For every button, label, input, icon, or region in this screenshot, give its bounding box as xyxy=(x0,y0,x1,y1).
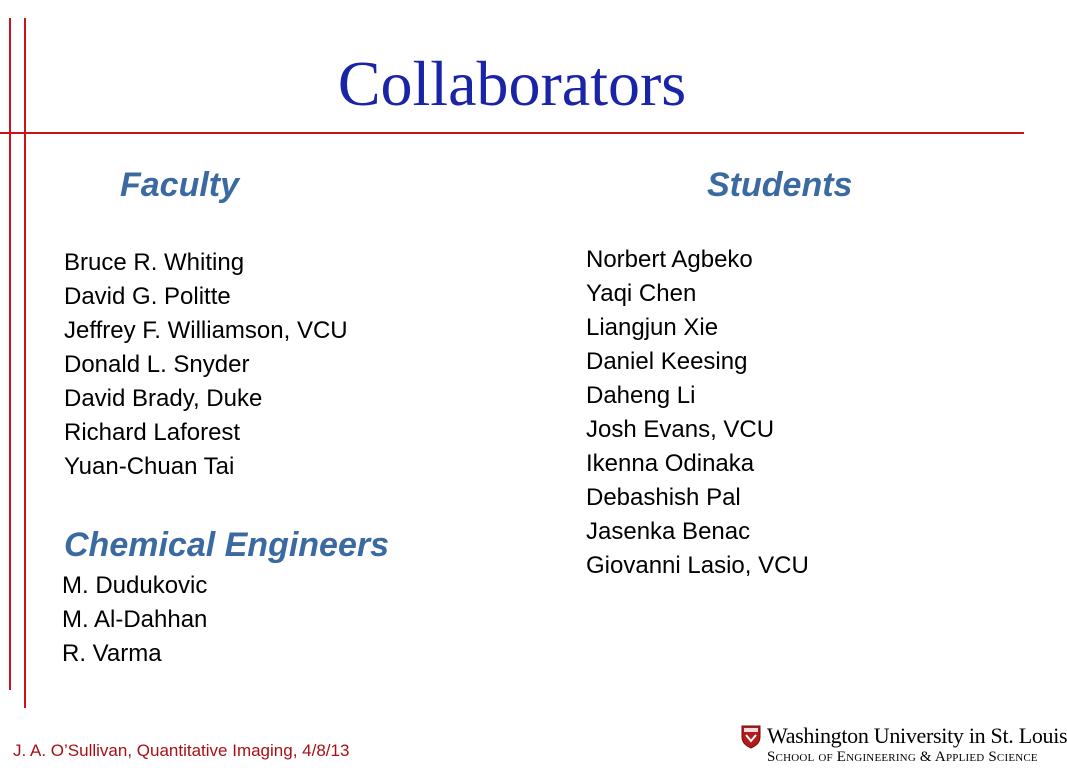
faculty-name: David Brady, Duke xyxy=(64,385,263,412)
logo-wordmark: Washington University in St. Louis xyxy=(767,723,1067,748)
right-vertical-rule xyxy=(24,18,26,708)
university-shield-icon xyxy=(741,725,761,749)
faculty-name: David G. Politte xyxy=(64,283,231,310)
faculty-name: Jeffrey F. Williamson, VCU xyxy=(64,317,348,344)
student-name: Yaqi Chen xyxy=(586,280,697,307)
footer-citation: J. A. O’Sullivan, Quantitative Imaging, 4/8/13 xyxy=(13,741,350,760)
student-name: Giovanni Lasio, VCU xyxy=(586,552,809,579)
faculty-name: Bruce R. Whiting xyxy=(64,249,245,276)
chemical-engineers-list xyxy=(62,569,207,671)
faculty-heading: Faculty xyxy=(120,166,240,204)
student-name: Daheng Li xyxy=(586,382,696,409)
university-logo xyxy=(741,722,1067,766)
faculty-list xyxy=(64,246,348,484)
faculty-name: Richard Laforest xyxy=(64,419,241,446)
slide-title: Collaborators xyxy=(337,48,687,119)
student-name: Josh Evans, VCU xyxy=(586,416,775,443)
student-name: Liangjun Xie xyxy=(586,314,719,341)
title-underline-rule xyxy=(0,132,1024,134)
chemical-engineer-name: R. Varma xyxy=(62,640,162,667)
chemical-engineers-heading: Chemical Engineers xyxy=(64,526,390,564)
chemical-engineer-name: M. Al-Dahhan xyxy=(62,606,208,633)
student-name: Debashish Pal xyxy=(586,484,741,511)
students-heading: Students xyxy=(707,166,853,204)
logo-subtitle: School of Engineering & Applied Science xyxy=(767,749,1038,765)
student-name: Ikenna Odinaka xyxy=(586,450,755,477)
student-name: Norbert Agbeko xyxy=(586,246,753,273)
faculty-name: Yuan-Chuan Tai xyxy=(64,453,235,480)
faculty-name: Donald L. Snyder xyxy=(64,351,250,378)
student-name: Jasenka Benac xyxy=(586,518,751,545)
student-name: Daniel Keesing xyxy=(586,348,748,375)
students-list xyxy=(586,243,809,583)
chemical-engineer-name: M. Dudukovic xyxy=(62,572,208,599)
